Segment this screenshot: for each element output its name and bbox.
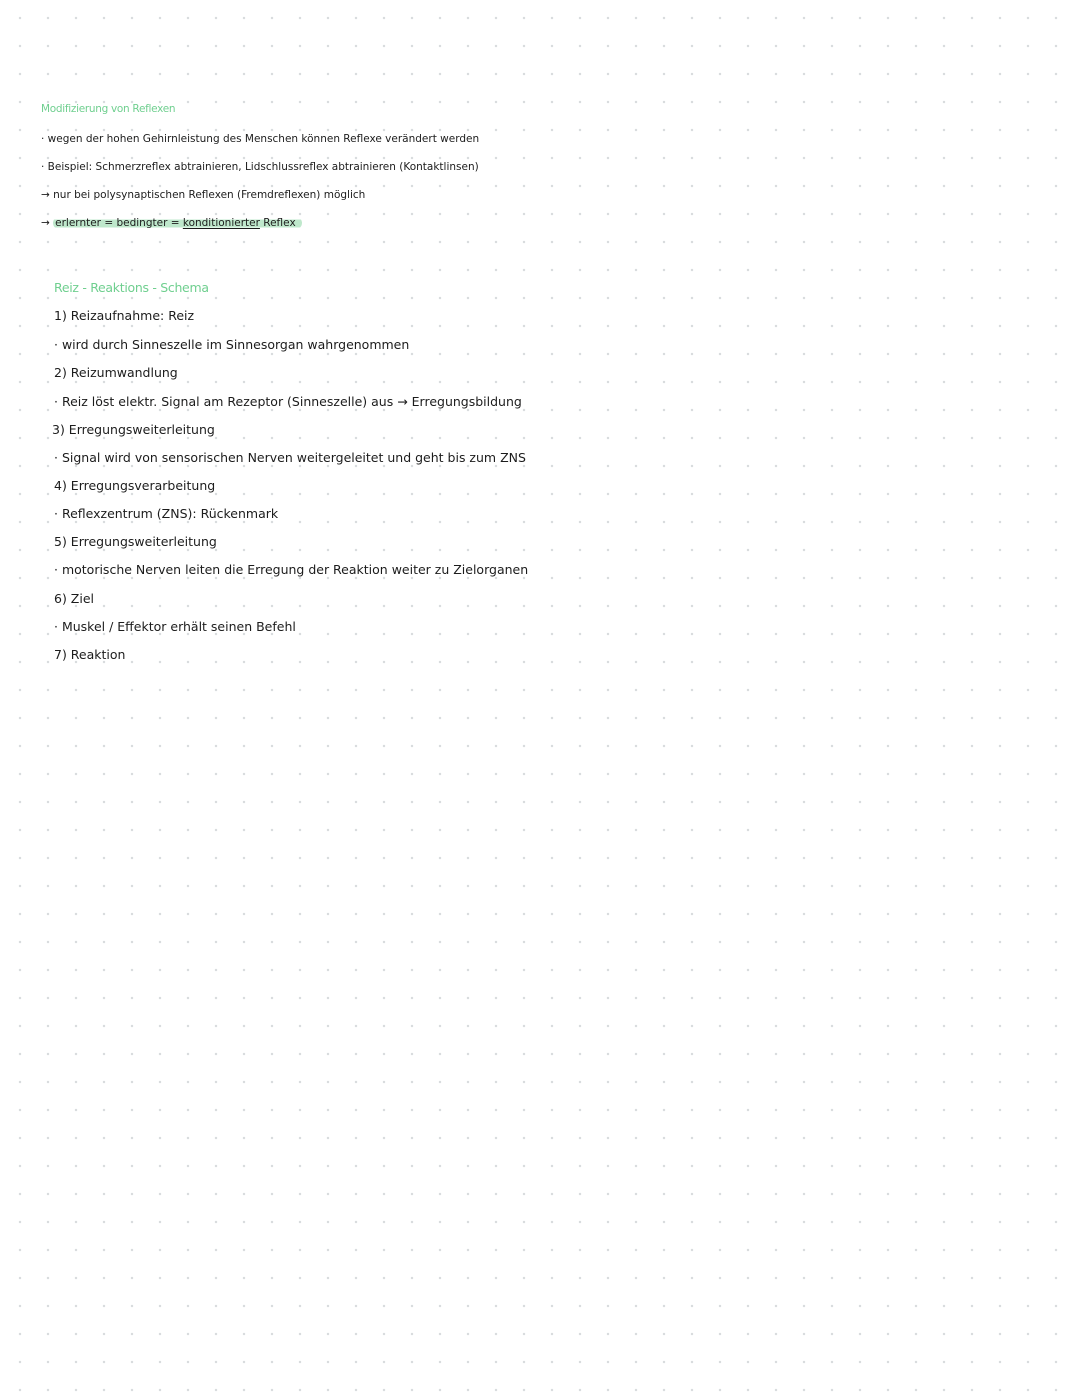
list-item: · Muskel / Effektor erhält seinen Befehl bbox=[54, 619, 296, 634]
section-heading-reiz-reaktions-schema: Reiz - Reaktions - Schema bbox=[54, 280, 209, 295]
list-item: 5) Erregungsweiterleitung bbox=[54, 534, 217, 549]
list-item: · Signal wird von sensorischen Nerven weitergeleitet und geht bis zum ZNS bbox=[54, 450, 526, 465]
list-item: · motorische Nerven leiten die Erregung der Reaktion weiter zu Zielorganen bbox=[54, 562, 529, 577]
term-text: erlernter = bedingter = bbox=[55, 217, 183, 229]
underlined-term: konditionierter bbox=[182, 217, 260, 229]
section-heading-modifizierung: Modifizierung von Reflexen bbox=[41, 103, 176, 115]
list-item: · Reflexzentrum (ZNS): Rückenmark bbox=[54, 506, 279, 521]
list-item: 2) Reizumwandlung bbox=[54, 365, 178, 380]
list-item: 7) Reaktion bbox=[54, 647, 126, 662]
list-item: · Reiz löst elektr. Signal am Rezeptor (Sinneszelle) aus → Erregungsbildung bbox=[54, 394, 522, 409]
list-item: · wird durch Sinneszelle im Sinnesorgan wahrgenommen bbox=[54, 337, 410, 352]
list-item: 1) Reizaufnahme: Reiz bbox=[54, 308, 195, 323]
note-line: → nur bei polysynaptischen Reflexen (Fremdreflexen) möglich bbox=[41, 189, 366, 201]
arrow-symbol: → bbox=[41, 217, 50, 229]
list-item: 6) Ziel bbox=[54, 591, 95, 606]
highlight-marker bbox=[53, 217, 302, 229]
note-line: · wegen der hohen Gehirnleistung des Menschen können Reflexe verändert werden bbox=[41, 133, 480, 145]
list-item: 4) Erregungsverarbeitung bbox=[54, 478, 216, 493]
note-line: · Beispiel: Schmerzreflex abtrainieren, Lidschlussreflex abtrainieren (Kontaktlinsen) bbox=[41, 161, 479, 173]
term-text: Reflex bbox=[259, 217, 296, 229]
list-item: 3) Erregungsweiterleitung bbox=[52, 422, 215, 437]
note-line-highlighted bbox=[41, 218, 302, 229]
